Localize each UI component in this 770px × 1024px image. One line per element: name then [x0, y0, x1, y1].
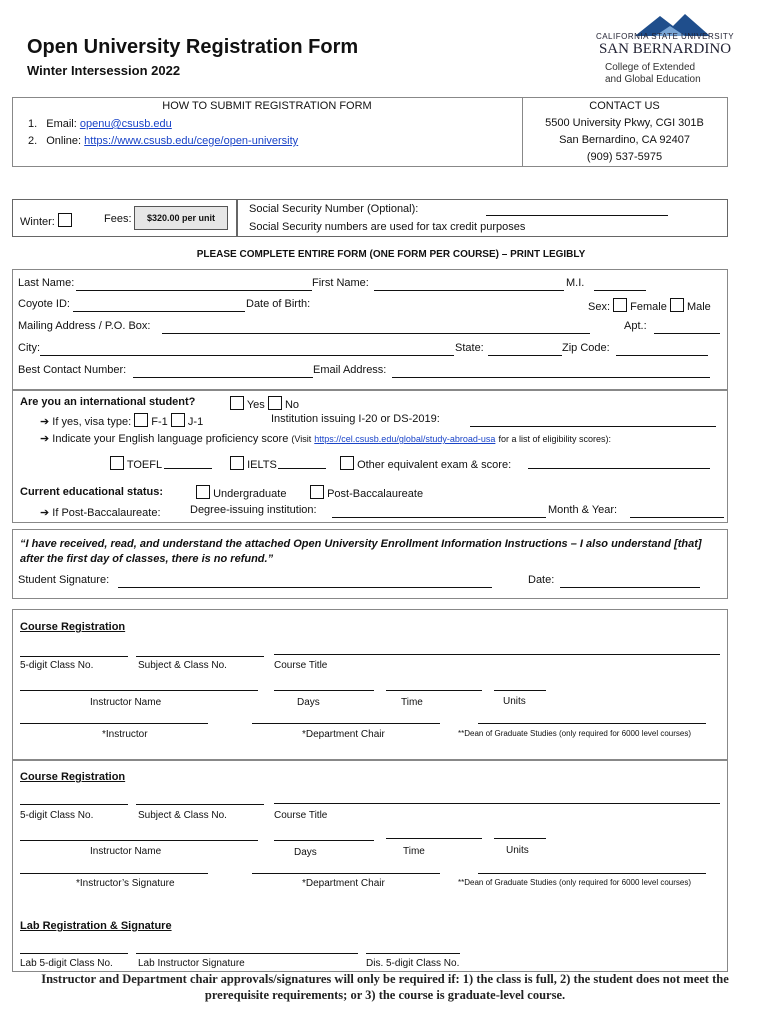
course-2-dean-signature-label: **Dean of Graduate Studies (only required for 6000 level courses): [458, 878, 692, 887]
course-2-title-label: Course Title: [274, 810, 328, 821]
course-registration-2-box: [12, 759, 728, 972]
institution-label: Institution issuing I-20 or DS-2019:: [271, 413, 440, 425]
email-label: Email Address:: [313, 364, 387, 376]
winter-checkbox[interactable]: [58, 213, 72, 227]
lab-instructor-signature-label: Lab Instructor Signature: [138, 958, 245, 969]
toefl-checkbox[interactable]: [110, 456, 124, 470]
international-no-label: No: [284, 399, 299, 411]
international-yes-label: Yes: [246, 399, 265, 411]
course-2-instructor-signature-label: *Instructor’s Signature: [76, 878, 175, 889]
course-2-dean-signature-field[interactable]: [478, 873, 706, 874]
dob-label: Date of Birth:: [246, 298, 311, 310]
logo-line-2: SAN BERNARDINO: [598, 41, 732, 57]
winter-label: Winter:: [20, 216, 55, 228]
course-1-instructor-name-field[interactable]: [20, 690, 258, 691]
fees-label: Fees:: [104, 213, 132, 225]
education-status-label: Current educational status:: [20, 486, 164, 498]
website-link[interactable]: https://www.csusb.edu/cege/open-university: [84, 135, 299, 147]
course-2-days-label: Days: [294, 847, 317, 858]
toefl-score-field[interactable]: [164, 468, 212, 469]
degree-institution-field[interactable]: [332, 517, 546, 518]
ielts-checkbox[interactable]: [230, 456, 244, 470]
coyote-id-field[interactable]: [73, 311, 245, 312]
post-baccalaureate-checkbox[interactable]: [310, 485, 324, 499]
course-1-title-label: Course Title: [274, 660, 328, 671]
howto-item-2-label: Online:: [46, 135, 82, 147]
email-link[interactable]: openu@csusb.edu: [79, 118, 172, 130]
course-1-chair-signature-field[interactable]: [252, 723, 440, 724]
dis-class-no-label: Dis. 5-digit Class No.: [366, 958, 460, 969]
contact-heading: CONTACT US: [589, 100, 660, 112]
english-suffix-text: for a list of eligibility scores):: [498, 434, 611, 444]
course-2-chair-signature-field[interactable]: [252, 873, 440, 874]
course-2-title-field[interactable]: [274, 803, 720, 804]
course-2-units-label: Units: [506, 845, 529, 856]
lab-instructor-signature-field[interactable]: [136, 953, 358, 954]
undergraduate-label: Undergraduate: [213, 488, 287, 500]
other-exam-label: Other equivalent exam & score:: [357, 459, 512, 471]
undergraduate-checkbox[interactable]: [196, 485, 210, 499]
course-1-instructor-signature-field[interactable]: [20, 723, 208, 724]
page-subtitle: Winter Intersession 2022: [27, 63, 181, 78]
degree-institution-label: Degree-issuing institution:: [190, 504, 317, 516]
howto-item-1-number: 1.: [28, 118, 38, 130]
howto-item-1-label: Email:: [46, 118, 77, 130]
apt-label: Apt.:: [624, 320, 647, 332]
student-signature-field[interactable]: [118, 587, 492, 588]
lab-class-no-label: Lab 5-digit Class No.: [20, 958, 113, 969]
course-2-days-field[interactable]: [274, 840, 374, 841]
course-2-instructor-name-field[interactable]: [20, 840, 258, 841]
mailing-address-field[interactable]: [162, 333, 590, 334]
international-no-checkbox[interactable]: [268, 396, 282, 410]
course-1-title-field[interactable]: [274, 654, 720, 655]
contact-address-line-1: 5500 University Pkwy, CGI 301B: [545, 117, 704, 129]
month-year-field[interactable]: [630, 517, 724, 518]
male-checkbox[interactable]: [670, 298, 684, 312]
course-1-dean-signature-field[interactable]: [478, 723, 706, 724]
howto-item-2-number: 2.: [28, 135, 38, 147]
course-2-instructor-name-label: Instructor Name: [90, 846, 162, 857]
if-post-bacc-label: If Post-Baccalaureate:: [52, 507, 161, 519]
coyote-id-label: Coyote ID:: [18, 298, 70, 310]
other-exam-field[interactable]: [528, 468, 710, 469]
post-baccalaureate-label: Post-Baccalaureate: [327, 488, 424, 500]
ielts-label: IELTS: [247, 459, 277, 471]
course-2-class-no-label: 5-digit Class No.: [20, 810, 94, 821]
course-1-subject-field[interactable]: [136, 656, 264, 657]
dis-class-no-field[interactable]: [366, 953, 460, 954]
zip-label: Zip Code:: [562, 342, 610, 354]
arrow-icon: ➔: [40, 507, 50, 519]
lab-class-no-field[interactable]: [20, 953, 128, 954]
english-proficiency-label: Indicate your English language proficiency score: [52, 433, 289, 445]
logo-line-3: College of Extended: [605, 62, 696, 73]
female-label: Female: [630, 301, 667, 313]
first-name-label: First Name:: [312, 277, 369, 289]
course-1-heading: Course Registration: [20, 621, 126, 633]
middle-initial-label: M.I.: [566, 277, 585, 289]
ssn-note: Social Security numbers are used for tax credit purposes: [249, 221, 526, 233]
course-2-time-label: Time: [403, 846, 425, 857]
course-2-subject-label: Subject & Class No.: [138, 810, 227, 821]
course-1-instructor-signature-label: *Instructor: [102, 729, 148, 740]
apt-field[interactable]: [654, 333, 720, 334]
institution-field[interactable]: [470, 426, 716, 427]
course-1-dean-signature-label: **Dean of Graduate Studies (only required for 6000 level courses): [458, 729, 692, 738]
international-question: Are you an international student?: [20, 396, 196, 408]
visa-type-label: If yes, visa type:: [52, 416, 132, 428]
english-visit-text: (Visit: [291, 434, 312, 444]
visa-f1-label: F-1: [151, 416, 168, 428]
ssn-field[interactable]: [486, 215, 668, 216]
email-field[interactable]: [392, 377, 710, 378]
toefl-label: TOEFL: [126, 459, 163, 471]
phone-field[interactable]: [133, 377, 313, 378]
mailing-address-label: Mailing Address / P.O. Box:: [18, 320, 151, 332]
course-1-time-label: Time: [401, 697, 423, 708]
eligibility-scores-link[interactable]: https://cel.csusb.edu/global/study-abroad-usa: [314, 434, 496, 444]
logo-line-1: CALIFORNIA STATE UNIVERSITY: [595, 32, 735, 41]
course-1-subject-label: Subject & Class No.: [138, 660, 227, 671]
signature-date-label: Date:: [528, 574, 555, 586]
arrow-icon: ➔: [40, 433, 50, 445]
course-1-instructor-name-label: Instructor Name: [90, 697, 162, 708]
course-1-units-label: Units: [503, 696, 526, 707]
male-label: Male: [686, 301, 711, 313]
course-2-class-no-field[interactable]: [20, 804, 128, 805]
ssn-label: Social Security Number (Optional):: [249, 203, 419, 215]
lab-heading: Lab Registration & Signature: [20, 920, 172, 932]
state-label: State:: [455, 342, 484, 354]
course-2-subject-field[interactable]: [136, 804, 264, 805]
arrow-icon: ➔: [40, 416, 50, 428]
visa-f1-checkbox[interactable]: [134, 413, 148, 427]
course-1-time-field[interactable]: [386, 690, 482, 691]
last-name-label: Last Name:: [18, 277, 75, 289]
course-2-time-field[interactable]: [386, 838, 482, 839]
fee-value-badge: $320.00 per unit: [134, 206, 228, 230]
course-2-heading: Course Registration: [20, 771, 126, 783]
approval-footnote: Instructor and Department chair approvals/signatures will only be required if: 1) the class is full, 2) the student does not meet the prerequisite requirements; or 3) the course is graduate-level course.: [41, 972, 729, 1002]
city-field[interactable]: [40, 355, 454, 356]
sex-label: Sex:: [588, 301, 611, 313]
state-field[interactable]: [488, 355, 562, 356]
visa-j1-label: J-1: [187, 416, 204, 428]
university-logo: [585, 8, 745, 88]
middle-initial-field[interactable]: [594, 290, 646, 291]
howto-heading: HOW TO SUBMIT REGISTRATION FORM: [162, 100, 372, 112]
page-title: Open University Registration Form: [27, 36, 359, 58]
international-yes-checkbox[interactable]: [230, 396, 244, 410]
student-signature-label: Student Signature:: [18, 574, 110, 586]
zip-field[interactable]: [616, 355, 708, 356]
agreement-statement: “I have received, read, and understand the attached Open University Enrollment Information Instructions – I also understand [that] after the first day of classes, there is no refund.”: [20, 538, 702, 565]
course-1-days-label: Days: [297, 697, 320, 708]
course-2-instructor-signature-field[interactable]: [20, 873, 208, 874]
course-1-class-no-field[interactable]: [20, 656, 128, 657]
female-checkbox[interactable]: [613, 298, 627, 312]
instruction-banner: PLEASE COMPLETE ENTIRE FORM (ONE FORM PER COURSE) – PRINT LEGIBLY: [196, 249, 586, 260]
contact-address-line-2: San Bernardino, CA 92407: [559, 134, 690, 146]
city-label: City:: [18, 342, 40, 354]
logo-line-4: and Global Education: [605, 74, 701, 85]
course-1-units-field[interactable]: [494, 690, 546, 691]
course-2-chair-signature-label: *Department Chair: [302, 878, 385, 889]
last-name-field[interactable]: [76, 290, 312, 291]
phone-label: Best Contact Number:: [18, 364, 127, 376]
course-2-units-field[interactable]: [494, 838, 546, 839]
contact-phone: (909) 537-5975: [586, 151, 663, 163]
course-1-days-field[interactable]: [274, 690, 374, 691]
ielts-score-field[interactable]: [278, 468, 326, 469]
visa-j1-checkbox[interactable]: [171, 413, 185, 427]
signature-date-field[interactable]: [560, 587, 700, 588]
first-name-field[interactable]: [374, 290, 564, 291]
month-year-label: Month & Year:: [548, 504, 618, 516]
other-exam-checkbox[interactable]: [340, 456, 354, 470]
course-1-chair-signature-label: *Department Chair: [302, 729, 385, 740]
course-1-class-no-label: 5-digit Class No.: [20, 660, 94, 671]
